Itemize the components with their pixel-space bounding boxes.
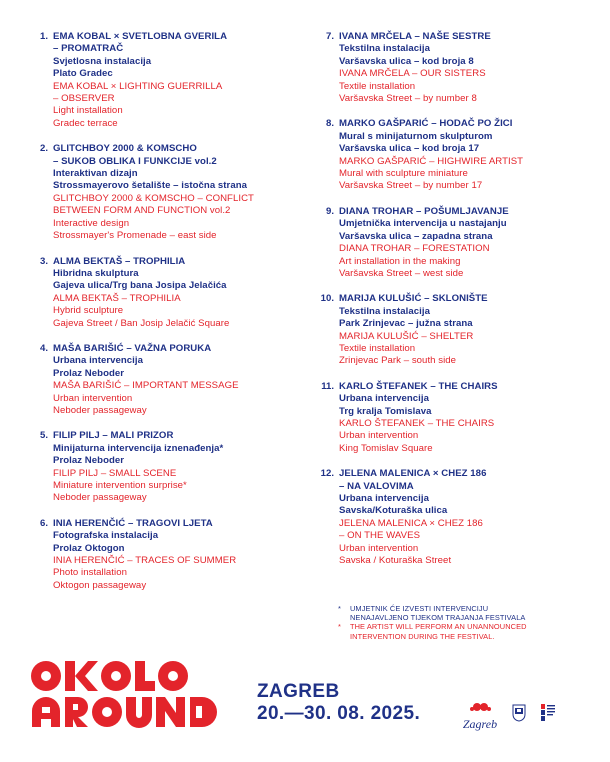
entry-number: 4. xyxy=(39,342,48,354)
entry-title-hr: INIA HERENČIĆ – TRAGOVI LJETA xyxy=(53,517,213,529)
entry-line-en: Textile installation xyxy=(339,80,416,92)
entry-line-en: Photo installation xyxy=(53,567,127,579)
program-entry xyxy=(32,143,294,242)
entry-title-en: DIANA TROHAR – FORESTATION xyxy=(339,243,490,255)
entry-title-hr: MARIJA KULUŠIĆ – SKLONIŠTE xyxy=(339,293,488,305)
program-entry xyxy=(318,206,580,280)
entry-title-hr: IVANA MRČELA – NAŠE SESTRE xyxy=(339,31,491,42)
entry-line-hr: Svjetlosna instalacija xyxy=(53,55,152,67)
entry-number: 11. xyxy=(321,380,334,392)
entry-line-en: Gradec terrace xyxy=(53,117,118,129)
entry-line-en: – OBSERVER xyxy=(53,93,115,105)
footnote-en-line: INTERVENTION DURING THE FESTIVAL. xyxy=(350,631,495,641)
entry-title-en: KARLO ŠTEFANEK – THE CHAIRS xyxy=(339,417,495,429)
entry-line-hr: Gajeva ulica/Trg bana Josipa Jelačića xyxy=(53,280,227,292)
entry-line-en: Strossmayer's Promenade – east side xyxy=(53,230,217,242)
entry-title-hr: DIANA TROHAR – POŠUMLJAVANJE xyxy=(339,205,509,217)
entry-title-en: JELENA MALENICA × CHEZ 186 xyxy=(339,517,483,529)
entry-line-en: Zrinjevac Park – south side xyxy=(339,355,457,367)
entry-line-en: Textile installation xyxy=(339,342,416,354)
left-column xyxy=(32,31,294,605)
entry-line-hr: Savska/Koturaška ulica xyxy=(339,505,448,517)
entry-line-hr: – SUKOB OBLIKA I FUNKCIJE vol.2 xyxy=(53,155,217,167)
entry-line-hr: Urbana intervencija xyxy=(339,493,429,504)
zagreb-heart-icon xyxy=(455,701,505,713)
entry-line-hr: Varšavska ulica – kod broja 17 xyxy=(339,143,480,155)
entry-title-en: MARIJA KULUŠIĆ – SHELTER xyxy=(339,330,474,342)
entry-title-en: EMA KOBAL × LIGHTING GUERRILLA xyxy=(53,80,223,92)
program-entry xyxy=(318,118,580,192)
footnote-hr-line: UMJETNIK ĆE IZVESTI INTERVENCIJU xyxy=(350,604,489,613)
entry-line-en: Gajeva Street / Ban Josip Jelačić Square xyxy=(53,317,230,329)
entry-title-hr: FILIP PILJ – MALI PRIZOR xyxy=(53,430,174,442)
entry-number: 8. xyxy=(325,118,334,130)
footnote-hr-line: NENAJAVLJENO TIJEKOM TRAJANJA FESTIVALA xyxy=(350,613,526,623)
entry-line-en: Interactive design xyxy=(53,217,130,229)
footnote-star: * xyxy=(338,622,341,632)
entry-title-en: INIA HERENČIĆ – TRACES OF SUMMER xyxy=(53,555,237,567)
city-coat-of-arms-icon xyxy=(512,704,526,722)
entry-line-hr: Urbana intervencija xyxy=(53,355,143,367)
program-entry xyxy=(32,31,294,130)
program-entry xyxy=(318,468,580,567)
entry-line-en: BETWEEN FORM AND FUNCTION vol.2 xyxy=(53,205,231,217)
right-column xyxy=(318,31,580,580)
entry-line-hr: Umjetnička intervencija u nastajanju xyxy=(339,218,507,230)
entry-title-hr: EMA KOBAL × SVETLOBNA GVERILA xyxy=(53,31,228,42)
zagreb-wordmark: Zagreb xyxy=(462,717,498,731)
entry-title-en: IVANA MRČELA – OUR SISTERS xyxy=(339,68,486,80)
entry-line-en: Neboder passageway xyxy=(53,492,147,504)
entry-line-en: Neboder passageway xyxy=(53,404,147,416)
entry-number: 10. xyxy=(320,293,334,305)
entry-line-hr: Trg kralja Tomislava xyxy=(339,405,432,417)
entry-line-en: Varšavska Street – by number 17 xyxy=(339,180,483,192)
entry-line-hr: – NA VALOVIMA xyxy=(339,480,414,492)
program-entry xyxy=(32,343,294,417)
entry-line-hr: Minijaturna intervencija iznenađenja* xyxy=(53,442,224,454)
entry-title-en: FILIP PILJ – SMALL SCENE xyxy=(53,467,177,479)
entry-title-hr: JELENA MALENICA × CHEZ 186 xyxy=(339,468,487,480)
entry-title-en: MARKO GAŠPARIĆ – HIGHWIRE ARTIST xyxy=(339,155,524,167)
entry-line-hr: – PROMATRAČ xyxy=(53,43,124,55)
entry-line-en: – ON THE WAVES xyxy=(339,530,421,542)
entry-line-hr: Fotografska instalacija xyxy=(53,530,159,542)
entry-line-en: Miniature intervention surprise* xyxy=(53,480,187,491)
entry-number: 3. xyxy=(39,255,48,267)
entry-line-en: Savska / Koturaška Street xyxy=(339,555,452,567)
footnote-en-line: THE ARTIST WILL PERFORM AN UNANNOUNCED xyxy=(350,622,527,632)
entry-line-hr: Prolaz Oktogon xyxy=(53,542,125,554)
entry-number: 6. xyxy=(39,517,48,529)
program-entry xyxy=(318,31,580,105)
program-entry xyxy=(318,293,580,367)
entry-line-hr: Prolaz Neboder xyxy=(53,455,125,467)
entry-title-hr: GLITCHBOY 2000 & KOMSCHO xyxy=(53,143,197,155)
entry-line-hr: Varšavska ulica – kod broja 8 xyxy=(339,55,474,67)
entry-title-en: ALMA BEKTAŠ – TROPHILIA xyxy=(53,292,181,304)
entry-line-hr: Strossmayerovo šetalište – istočna strana xyxy=(53,180,248,192)
entry-title-hr: ALMA BEKTAŠ – TROPHILIA xyxy=(53,255,186,267)
program-entry xyxy=(32,256,294,330)
entry-title-en: MAŠA BARIŠIĆ – IMPORTANT MESSAGE xyxy=(53,380,239,392)
entry-line-en: Varšavska Street – west side xyxy=(339,267,464,279)
entry-line-en: Varšavska Street – by number 8 xyxy=(339,93,477,105)
entry-line-en: Art installation in the making xyxy=(339,255,461,267)
entry-line-en: Urban intervention xyxy=(339,542,419,554)
entry-line-en: King Tomislav Square xyxy=(339,442,433,454)
entry-number: 2. xyxy=(39,143,48,155)
entry-number: 1. xyxy=(39,31,48,42)
entry-line-hr: Tekstilna instalacija xyxy=(339,305,430,317)
program-entry xyxy=(32,518,294,592)
entry-line-en: Hybrid sculpture xyxy=(53,305,124,317)
entry-line-en: Oktogon passageway xyxy=(53,579,147,591)
entry-line-hr: Park Zrinjevac – južna strana xyxy=(339,318,473,330)
entry-line-hr: Prolaz Neboder xyxy=(53,367,125,379)
entry-line-hr: Mural s minijaturnom skulpturom xyxy=(339,130,493,142)
entry-line-hr: Urbana intervencija xyxy=(339,393,429,405)
entry-line-hr: Hibridna skulptura xyxy=(53,267,139,279)
footnote xyxy=(336,604,566,641)
entry-line-hr: Interaktivan dizajn xyxy=(53,168,138,180)
entry-line-hr: Plato Gradec xyxy=(53,68,113,80)
entry-number: 9. xyxy=(325,205,334,217)
entry-number: 5. xyxy=(39,430,48,442)
entry-number: 12. xyxy=(320,468,334,480)
entry-line-hr: Tekstilna instalacija xyxy=(339,43,430,55)
entry-line-en: Mural with sculpture miniature xyxy=(339,168,468,180)
entry-title-hr: KARLO ŠTEFANEK – THE CHAIRS xyxy=(339,380,498,392)
event-city: ZAGREB xyxy=(257,681,340,702)
ministry-flag-icon xyxy=(540,703,556,723)
entry-title-hr: MARKO GAŠPARIĆ – HODAČ PO ŽICI xyxy=(339,118,513,130)
entry-line-en: Urban intervention xyxy=(339,430,419,442)
entry-line-en: Urban intervention xyxy=(53,392,133,404)
program-entry xyxy=(32,430,294,504)
footnote-star: * xyxy=(338,604,341,613)
okolo-around-logo xyxy=(30,659,220,729)
entry-line-en: Light installation xyxy=(53,105,123,117)
zagreb-logo xyxy=(455,700,505,731)
entry-number: 7. xyxy=(325,31,334,42)
entry-title-en: GLITCHBOY 2000 & KOMSCHO – CONFLICT xyxy=(53,192,254,204)
program-entry xyxy=(318,381,580,455)
event-dates: 20.—30. 08. 2025. xyxy=(257,703,421,724)
entry-line-hr: Varšavska ulica – zapadna strana xyxy=(339,230,493,242)
entry-title-hr: MAŠA BARIŠIĆ – VAŽNA PORUKA xyxy=(53,342,212,354)
